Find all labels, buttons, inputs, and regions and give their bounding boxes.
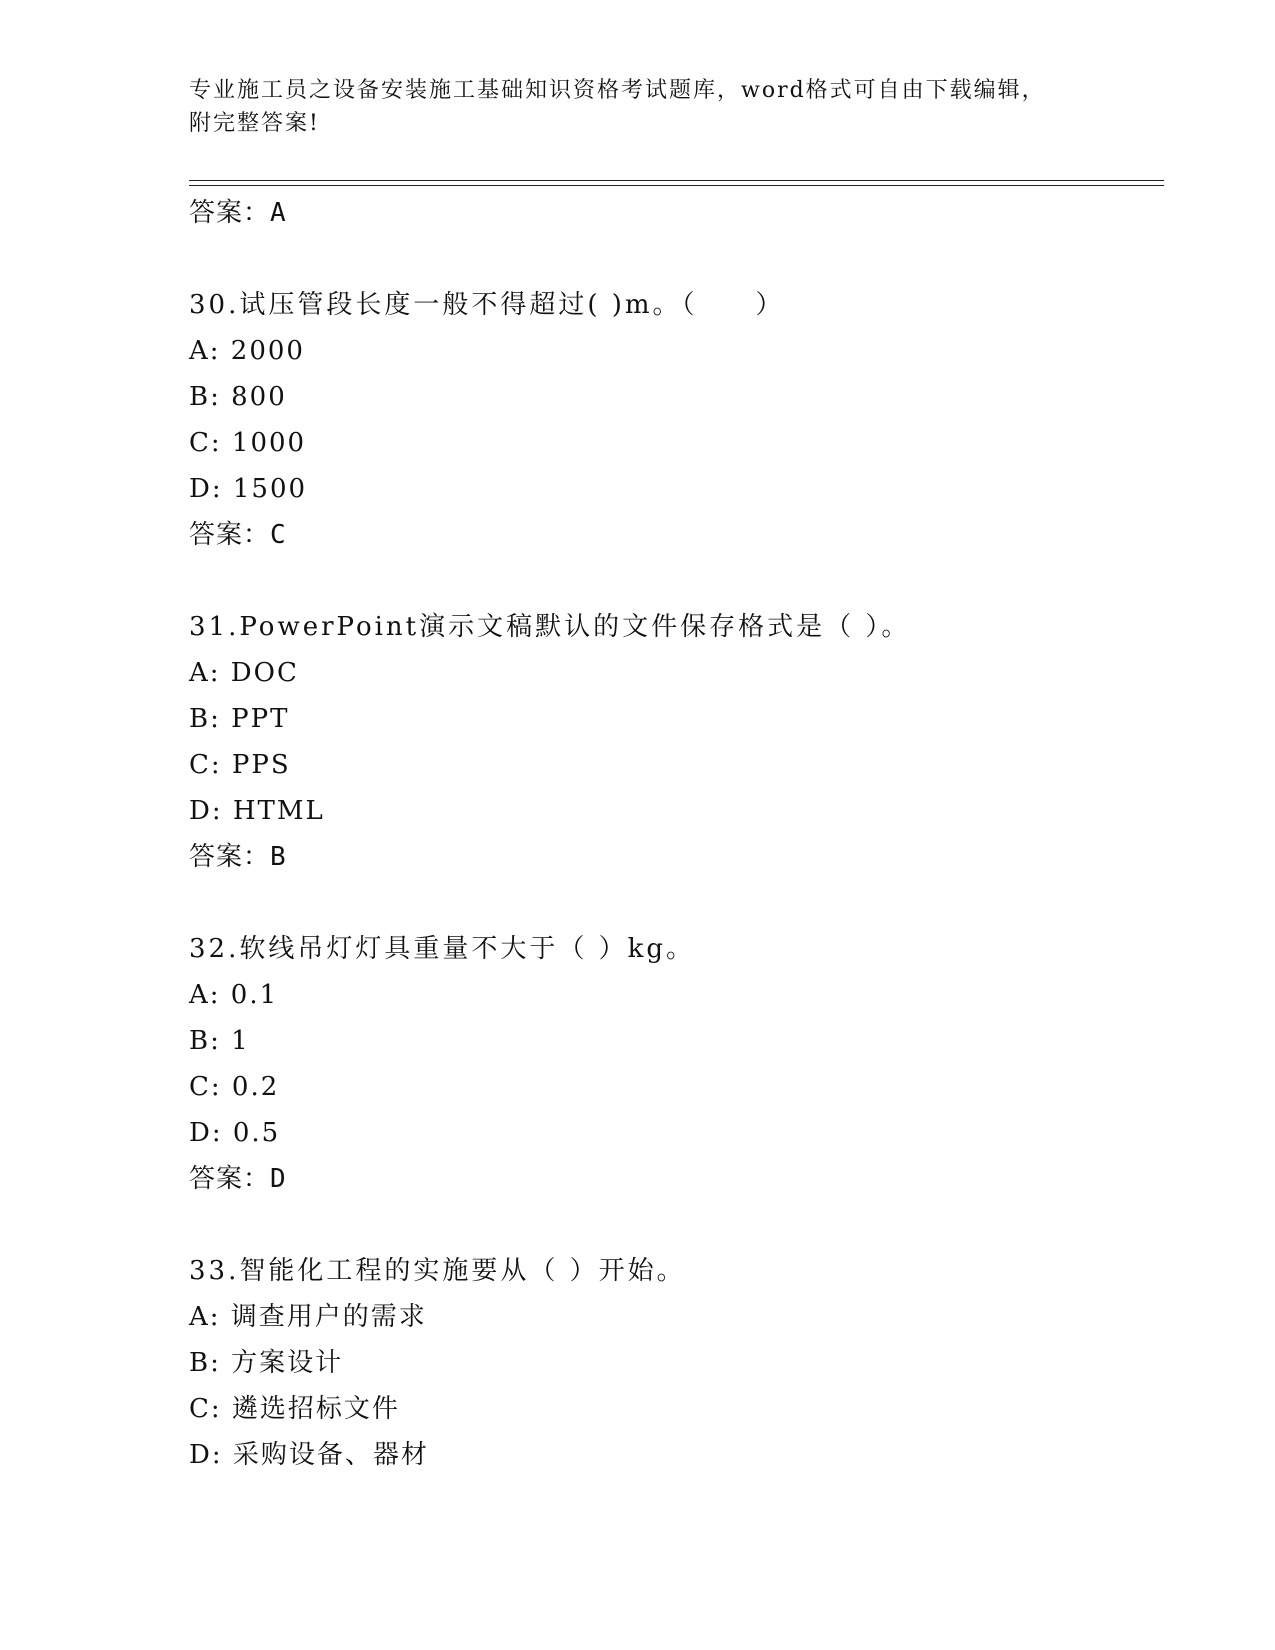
option-b: B: 方案设计 [189, 1348, 344, 1378]
spacer [189, 1202, 1164, 1248]
option-d: D: HTML [189, 796, 325, 826]
option-c: C: PPS [189, 750, 291, 780]
option-a: A: 0.1 [189, 980, 279, 1010]
option-a: A: 2000 [189, 336, 305, 366]
answer-line: 答案：C [189, 520, 287, 550]
question-30: 30.试压管段长度一般不得超过( )m。（ ） [189, 290, 785, 320]
header-line-2: 附完整答案! [189, 111, 320, 136]
header-divider-top [189, 180, 1164, 181]
question-list [189, 190, 1164, 1478]
option-b: B: 1 [189, 1026, 250, 1056]
option-b: B: PPT [189, 704, 290, 734]
spacer [189, 558, 1164, 604]
header-divider-bottom [189, 185, 1164, 186]
option-d: D: 0.5 [189, 1118, 281, 1148]
option-a: A: DOC [189, 658, 299, 688]
option-d: D: 采购设备、器材 [189, 1440, 429, 1470]
question-33: 33.智能化工程的实施要从（ ）开始。 [189, 1256, 686, 1286]
header-line-1: 专业施工员之设备安装施工基础知识资格考试题库，word格式可自由下载编辑， [189, 78, 1046, 103]
option-a: A: 调查用户的需求 [189, 1302, 427, 1332]
option-b: B: 800 [189, 382, 287, 412]
option-c: C: 1000 [189, 428, 307, 458]
answer-line: 答案：B [189, 842, 287, 872]
answer-line: 答案：D [189, 1164, 287, 1194]
spacer [189, 880, 1164, 926]
answer-line: 答案：A [189, 198, 287, 228]
question-32: 32.软线吊灯灯具重量不大于（ ）kg。 [189, 934, 696, 964]
option-c: C: 遴选招标文件 [189, 1394, 400, 1424]
document-header [189, 74, 1089, 140]
question-31: 31.PowerPoint演示文稿默认的文件保存格式是（ ）。 [189, 612, 911, 642]
option-d: D: 1500 [189, 474, 308, 504]
option-c: C: 0.2 [189, 1072, 280, 1102]
spacer [189, 236, 1164, 282]
